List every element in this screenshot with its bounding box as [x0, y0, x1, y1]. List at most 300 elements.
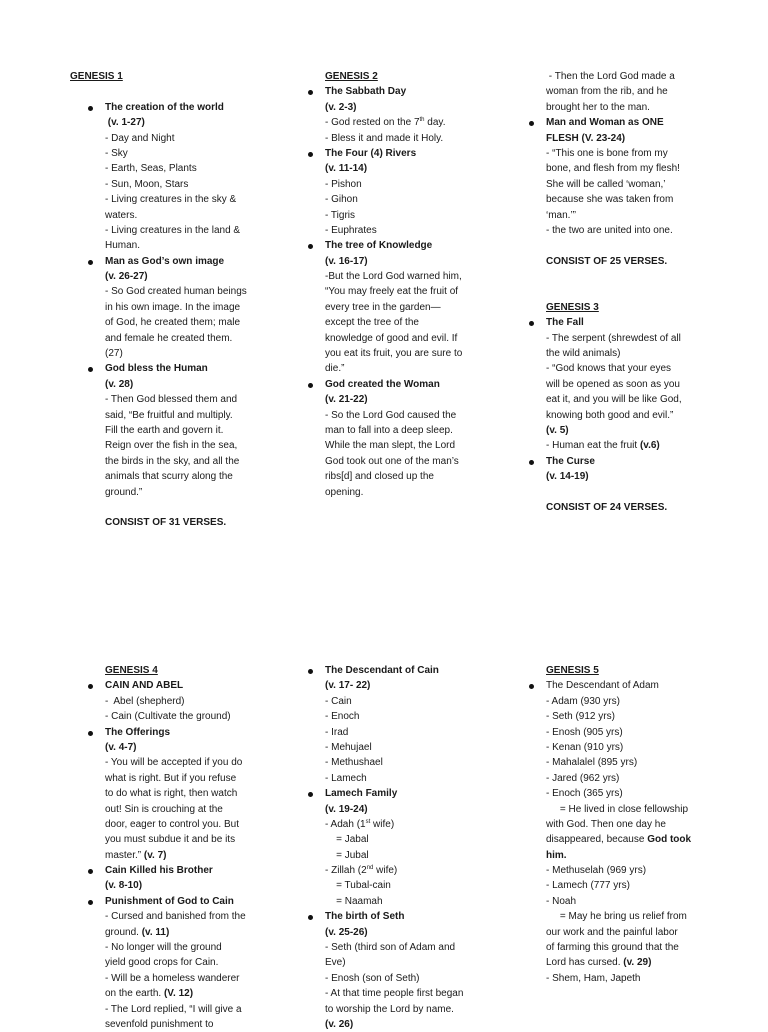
line-text: - Sky	[105, 147, 128, 159]
text-line	[325, 1002, 525, 1017]
genesis-4-section	[105, 663, 305, 1032]
line-text: (v. 8-10)	[105, 880, 143, 892]
verse-reference: (v. 11)	[141, 926, 170, 938]
list-item	[546, 115, 746, 130]
text-line	[105, 740, 305, 755]
text-line	[325, 300, 525, 315]
text-line	[546, 909, 746, 924]
line-text: The Curse	[546, 455, 595, 467]
text-line	[70, 500, 270, 515]
line-text: - God rested on the 7	[325, 117, 420, 129]
list-item	[325, 84, 525, 99]
line-text: (v. 5)	[546, 424, 569, 436]
line-text: Lamech Family	[325, 788, 398, 800]
text-line	[70, 284, 270, 299]
line-text: (v. 19-24)	[325, 803, 368, 815]
line-text: you eat its fruit, you are sure to	[325, 348, 463, 360]
line-text: in his own image. In the image	[105, 301, 241, 313]
list-item	[546, 315, 746, 330]
text-line	[105, 1017, 305, 1032]
line-text: - Bless it and made it Holy.	[325, 132, 444, 144]
text-line	[546, 863, 746, 878]
verse-reference: (v.6)	[639, 440, 660, 452]
line-text: “You may freely eat the fruit of	[325, 286, 459, 298]
text-line	[105, 817, 305, 832]
verse-reference: (V. 12)	[163, 988, 194, 1000]
line-text: - Enoch	[325, 711, 360, 723]
text-line	[105, 709, 305, 724]
line-text: Man and Woman as ONE	[546, 117, 664, 129]
text-line	[546, 361, 746, 376]
text-line	[325, 131, 525, 146]
text-line	[546, 177, 746, 192]
line-text: - Irad	[325, 726, 349, 738]
text-line	[546, 485, 746, 500]
line-text: - The serpent (shrewdest of all	[546, 332, 681, 344]
text-line	[325, 100, 525, 115]
text-line	[546, 223, 746, 238]
text-line	[70, 392, 270, 407]
list-item	[325, 377, 525, 392]
text-line	[70, 146, 270, 161]
line-text: (v. 4-7)	[105, 741, 137, 753]
text-line	[546, 269, 746, 284]
line-text: because she was taken from	[546, 194, 674, 206]
line-text: Lord has cursed.	[546, 957, 624, 969]
text-line	[546, 786, 746, 801]
line-text: ground.	[105, 926, 142, 938]
text-line	[70, 408, 270, 423]
line-text: GENESIS 5	[546, 665, 599, 676]
verse-reference: God took	[647, 834, 692, 846]
text-line	[325, 832, 525, 847]
list-item	[325, 909, 525, 924]
line-text: - the two are united into one.	[546, 224, 673, 236]
line-text-continued: day.	[424, 117, 446, 129]
line-text: Punishment of God to Cain	[105, 895, 234, 907]
text-line	[70, 346, 270, 361]
line-text: (v. 2-3)	[325, 101, 357, 113]
line-text: animals that scurry along the	[105, 471, 233, 483]
text-line	[105, 955, 305, 970]
verse-reference: (v. 7)	[143, 849, 167, 861]
line-text: GENESIS 1	[70, 71, 123, 82]
line-text: - Methuselah (969 yrs)	[546, 865, 647, 877]
text-line	[546, 740, 746, 755]
text-line	[105, 755, 305, 770]
text-line	[105, 771, 305, 786]
text-line	[546, 894, 746, 909]
line-text: brought her to the man.	[546, 101, 650, 113]
text-line	[325, 848, 525, 863]
line-text: master.”	[105, 849, 144, 861]
line-text: CONSIST OF 24 VERSES.	[546, 501, 668, 513]
text-line	[105, 940, 305, 955]
text-line	[70, 485, 270, 500]
line-text: GENESIS 2	[325, 71, 378, 82]
text-line	[105, 971, 305, 986]
line-text: The Sabbath Day	[325, 86, 407, 98]
list-item	[105, 678, 305, 693]
line-text: every tree in the garden—	[325, 301, 441, 313]
line-text: - Methushael	[325, 757, 383, 769]
text-line	[105, 694, 305, 709]
line-text: knowing both good and evil.”	[546, 409, 674, 421]
list-item	[105, 863, 305, 878]
list-item	[70, 254, 270, 269]
text-line	[325, 469, 525, 484]
section-heading	[546, 663, 746, 678]
line-text: ‘man.’”	[546, 209, 577, 221]
line-text: - Abel (shepherd)	[105, 695, 185, 707]
line-text: = May he bring us relief from	[546, 911, 687, 923]
text-line	[325, 423, 525, 438]
text-line	[546, 500, 746, 515]
line-text: The Descendant of Cain	[325, 665, 439, 676]
line-text: - Gihon	[325, 194, 358, 206]
line-text: ground.”	[105, 486, 143, 498]
line-text: Reign over the fish in the sea,	[105, 440, 238, 452]
line-text: - Will be a homeless wanderer	[105, 972, 240, 984]
line-text: - “God knows that your eyes	[546, 363, 672, 375]
line-text: = Naamah	[325, 895, 383, 907]
text-line	[105, 986, 305, 1001]
text-line	[70, 438, 270, 453]
text-line	[325, 485, 525, 500]
line-text: The Offerings	[105, 726, 171, 738]
text-line	[105, 878, 305, 893]
line-text: - At that time people first began	[325, 988, 464, 1000]
text-line	[325, 771, 525, 786]
text-line	[546, 392, 746, 407]
line-text: - So God created human beings	[105, 286, 247, 298]
text-line	[546, 755, 746, 770]
section-heading	[105, 663, 305, 678]
line-text: The creation of the world	[105, 101, 224, 113]
line-text: God created the Woman	[325, 378, 440, 390]
line-text: (v. 28)	[105, 378, 134, 390]
line-text: - No longer will the ground	[105, 942, 222, 954]
line-text: except the tree of the	[325, 317, 419, 329]
text-line	[325, 208, 525, 223]
text-line	[105, 786, 305, 801]
text-line	[70, 238, 270, 253]
line-text: - Mehujael	[325, 741, 372, 753]
text-line	[70, 177, 270, 192]
line-text: - Seth (912 yrs)	[546, 711, 615, 723]
list-item	[70, 361, 270, 376]
line-text: knowledge of good and evil. If	[325, 332, 458, 344]
superscript: nd	[366, 865, 374, 872]
line-text: = Tubal-cain	[325, 880, 391, 892]
text-line	[325, 284, 525, 299]
line-text: to do what is right, then watch	[105, 788, 238, 800]
line-text: - So the Lord God caused the	[325, 409, 457, 421]
text-line	[546, 694, 746, 709]
line-text: - Cursed and banished from the	[105, 911, 246, 923]
text-line	[325, 315, 525, 330]
text-line	[105, 832, 305, 847]
line-text: disappeared, because	[546, 834, 648, 846]
text-line	[325, 925, 525, 940]
text-line	[325, 755, 525, 770]
text-line	[546, 423, 746, 438]
line-text: - Then God blessed them and	[105, 394, 238, 406]
genesis-5-section	[546, 663, 746, 986]
text-line	[546, 331, 746, 346]
text-line	[325, 177, 525, 192]
text-line	[70, 192, 270, 207]
line-text: - “This one is bone from my	[546, 147, 668, 159]
text-line	[546, 238, 746, 253]
text-line	[70, 469, 270, 484]
text-line	[325, 254, 525, 269]
text-line	[325, 192, 525, 207]
text-line	[70, 377, 270, 392]
text-line	[325, 863, 525, 878]
text-line	[546, 848, 746, 863]
verse-reference: (v. 29)	[623, 957, 652, 969]
line-text: him.	[546, 849, 567, 861]
line-text: you must subdue it and be its	[105, 834, 236, 846]
line-text: (v. 26)	[325, 1018, 354, 1030]
line-text: of farming this ground that the	[546, 942, 679, 954]
line-text: CONSIST OF 25 VERSES.	[546, 255, 668, 267]
text-line	[70, 223, 270, 238]
line-text: - Mahalalel (895 yrs)	[546, 757, 638, 769]
text-line	[325, 438, 525, 453]
line-text: God bless the Human	[105, 363, 208, 375]
text-line	[70, 131, 270, 146]
line-text: - Then the Lord God made a	[546, 71, 675, 82]
text-line	[70, 84, 270, 99]
line-text: opening.	[325, 486, 364, 498]
line-text: - Earth, Seas, Plants	[105, 163, 197, 175]
line-text: = Jabal	[325, 834, 369, 846]
text-line	[546, 69, 746, 84]
text-line	[546, 161, 746, 176]
text-line	[325, 361, 525, 376]
line-text: woman from the rib, and he	[546, 86, 668, 98]
text-line	[546, 971, 746, 986]
line-text: - The Lord replied, “I will give a	[105, 1003, 242, 1015]
text-line	[325, 878, 525, 893]
superscript: st	[365, 818, 371, 825]
line-text: - Cain	[325, 695, 352, 707]
text-line	[546, 377, 746, 392]
list-item	[546, 454, 746, 469]
line-text: - Lamech	[325, 772, 367, 784]
line-text: - Jared (962 yrs)	[546, 772, 620, 784]
line-text: Man as God’s own image	[105, 255, 225, 267]
genesis-2-section	[325, 69, 525, 500]
line-text: - Day and Night	[105, 132, 175, 144]
text-line	[546, 84, 746, 99]
line-text: CONSIST OF 31 VERSES.	[105, 517, 227, 529]
line-text: (v. 25-26)	[325, 926, 368, 938]
line-text: Fill the earth and govern it.	[105, 424, 224, 436]
text-line	[546, 100, 746, 115]
list-item	[325, 663, 525, 678]
text-line	[325, 331, 525, 346]
genesis-1-section	[70, 69, 270, 531]
text-line	[70, 515, 270, 530]
text-line	[546, 208, 746, 223]
line-text: God took out one of the man’s	[325, 455, 459, 467]
line-text: the wild animals)	[546, 348, 621, 360]
line-text: (27)	[105, 348, 123, 360]
line-text: - Noah	[546, 895, 577, 907]
genesis-4-continued-section	[325, 663, 525, 1032]
line-text: yield good crops for Cain.	[105, 957, 219, 969]
line-text: - Kenan (910 yrs)	[546, 741, 624, 753]
line-text: (v. 11-14)	[325, 163, 368, 175]
line-text: door, eager to control you. But	[105, 818, 239, 830]
line-text: - Enosh (son of Seth)	[325, 972, 420, 984]
line-text: GENESIS 3	[546, 301, 599, 313]
line-text: (v. 26-27)	[105, 271, 148, 283]
line-text: GENESIS 4	[105, 665, 158, 676]
text-line	[546, 146, 746, 161]
text-line	[70, 315, 270, 330]
text-line	[325, 115, 525, 130]
text-line	[546, 709, 746, 724]
text-line	[325, 454, 525, 469]
list-item	[546, 678, 746, 693]
line-text: FLESH (V. 23-24)	[546, 132, 626, 144]
line-text: (v. 1-27)	[105, 117, 145, 129]
line-text: The tree of Knowledge	[325, 240, 433, 252]
text-line	[325, 817, 525, 832]
text-line	[325, 392, 525, 407]
text-line	[105, 925, 305, 940]
line-text: (v. 21-22)	[325, 394, 368, 406]
text-line	[70, 115, 270, 130]
line-text-continued: wife)	[373, 865, 398, 877]
text-line	[546, 469, 746, 484]
text-line	[546, 192, 746, 207]
line-text: - Human eat the fruit	[546, 440, 640, 452]
text-line	[325, 408, 525, 423]
line-text: She will be called ‘woman,’	[546, 178, 666, 190]
line-text: = Jubal	[325, 849, 369, 861]
line-text: - Adah (1	[325, 818, 366, 830]
line-text: - You will be accepted if you do	[105, 757, 243, 769]
line-text: eat it, and you will be like God,	[546, 394, 682, 406]
text-line	[546, 438, 746, 453]
line-text: (v. 16-17)	[325, 255, 368, 267]
line-text: Eve)	[325, 957, 346, 969]
line-text: = He lived in close fellowship	[546, 803, 689, 815]
text-line	[70, 454, 270, 469]
text-line	[546, 284, 746, 299]
line-text: - Shem, Ham, Japeth	[546, 972, 641, 984]
line-text: Cain Killed his Brother	[105, 865, 213, 877]
line-text: - Enosh (905 yrs)	[546, 726, 623, 738]
text-line	[546, 346, 746, 361]
text-line	[70, 300, 270, 315]
text-line	[325, 955, 525, 970]
line-text: waters.	[105, 209, 138, 221]
line-text: will be opened as soon as you	[546, 378, 680, 390]
text-line	[70, 161, 270, 176]
text-line	[70, 208, 270, 223]
text-line	[546, 955, 746, 970]
text-line	[70, 423, 270, 438]
text-line	[546, 878, 746, 893]
text-line	[546, 725, 746, 740]
line-text: - Zillah (2	[325, 865, 367, 877]
line-text: The Descendant of Adam	[546, 680, 659, 692]
text-line	[325, 223, 525, 238]
text-line	[325, 346, 525, 361]
text-line	[546, 817, 746, 832]
line-text: of God, he created them; male	[105, 317, 241, 329]
line-text: die.”	[325, 363, 345, 375]
line-text: - Tigris	[325, 209, 355, 221]
line-text: While the man slept, the Lord	[325, 440, 456, 452]
text-line	[325, 802, 525, 817]
line-text: The Four (4) Rivers	[325, 147, 417, 159]
line-text-continued: wife)	[370, 818, 395, 830]
text-line	[325, 725, 525, 740]
text-line	[325, 269, 525, 284]
text-line	[325, 678, 525, 693]
list-item	[105, 894, 305, 909]
line-text: - Living creatures in the land &	[105, 224, 241, 236]
superscript: th	[419, 117, 425, 124]
line-text: (v. 14-19)	[546, 471, 589, 483]
text-line	[325, 986, 525, 1001]
text-line	[546, 254, 746, 269]
line-text: - Sun, Moon, Stars	[105, 178, 189, 190]
text-line	[546, 131, 746, 146]
line-text: - Living creatures in the sky &	[105, 194, 237, 206]
text-line	[546, 940, 746, 955]
line-text: bone, and flesh from my flesh!	[546, 163, 680, 175]
list-item	[105, 725, 305, 740]
line-text: - Euphrates	[325, 224, 377, 236]
line-text: on the earth.	[105, 988, 164, 1000]
section-heading	[546, 300, 746, 315]
line-text: the birds in the sky, and all the	[105, 455, 240, 467]
list-item	[70, 100, 270, 115]
line-text: - Lamech (777 yrs)	[546, 880, 630, 892]
text-line	[325, 1017, 525, 1032]
line-text: sevenfold punishment to	[105, 1018, 214, 1030]
text-line	[546, 408, 746, 423]
text-line	[325, 709, 525, 724]
line-text: - Adam (930 yrs)	[546, 695, 620, 707]
line-text: man to fall into a deep sleep.	[325, 424, 453, 436]
text-line	[325, 740, 525, 755]
text-line	[105, 848, 305, 863]
list-item	[325, 146, 525, 161]
line-text: (v. 17- 22)	[325, 680, 371, 692]
text-line	[325, 694, 525, 709]
text-line	[546, 802, 746, 817]
line-text: our work and the painful labor	[546, 926, 678, 938]
section-heading	[70, 69, 270, 84]
text-line	[105, 909, 305, 924]
text-line	[70, 269, 270, 284]
text-line	[546, 925, 746, 940]
line-text: - Enoch (365 yrs)	[546, 788, 623, 800]
text-line	[70, 331, 270, 346]
line-text: to worship the Lord by name.	[325, 1003, 454, 1015]
line-text: Human.	[105, 240, 141, 252]
line-text: with God. Then one day he	[546, 818, 666, 830]
